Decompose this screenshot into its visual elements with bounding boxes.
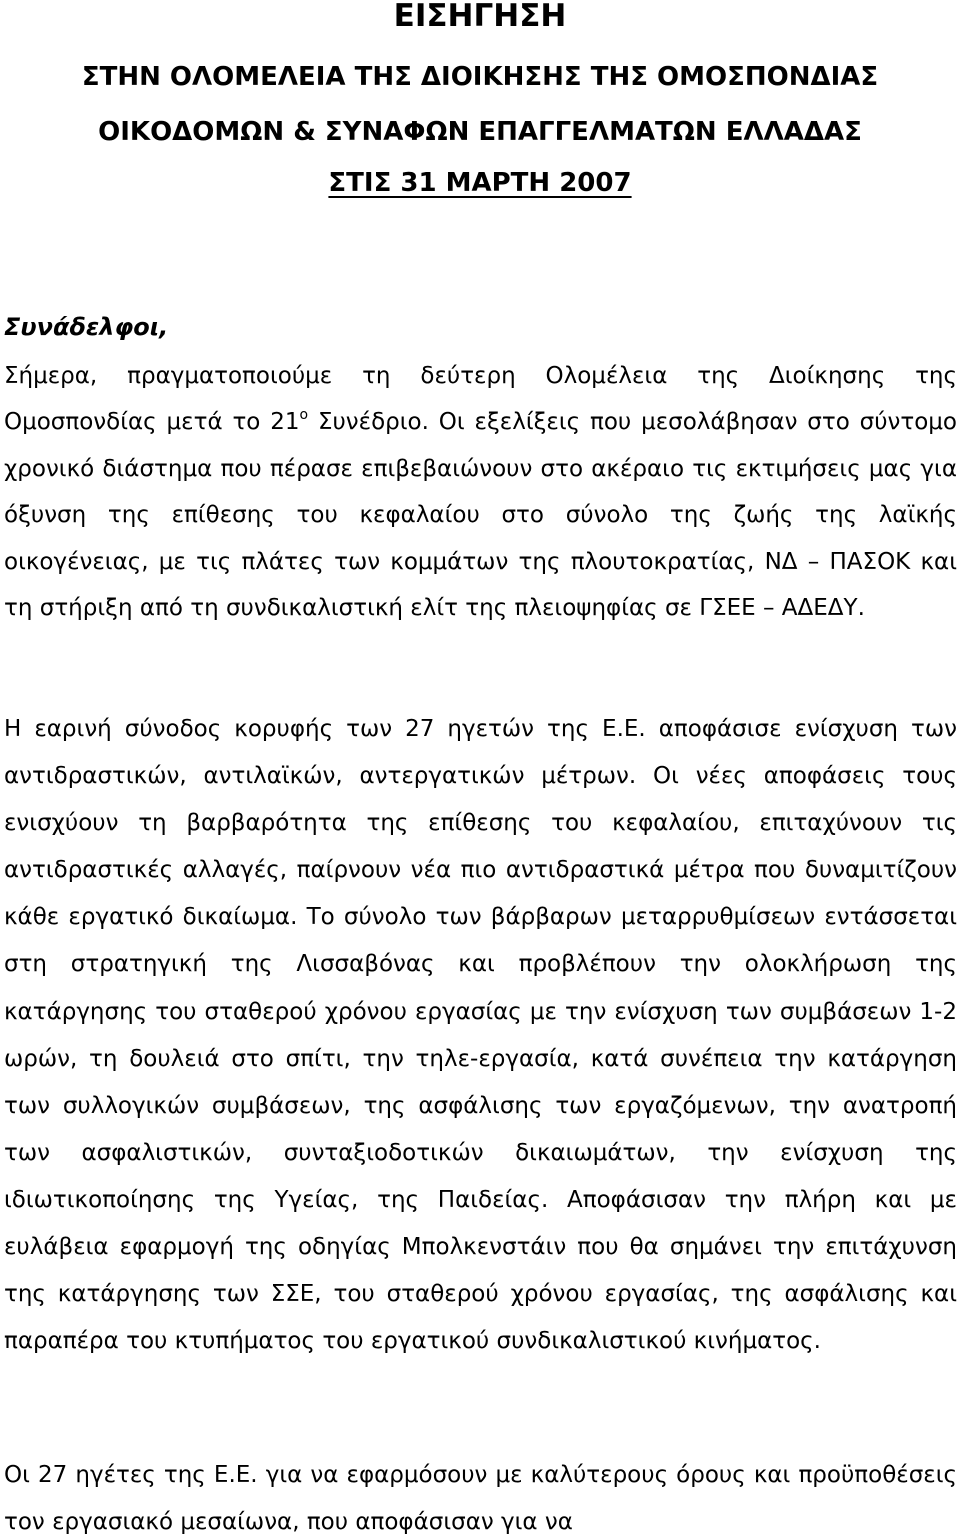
subtitle-line-1: ΣΤΗΝ ΟΛΟΜΕΛΕΙΑ ΤΗΣ ΔΙΟΙΚΗΣΗΣ ΤΗΣ ΟΜΟΣΠΟΝΔΙΑΣ (81, 62, 879, 92)
paragraph-2: Η εαρινή σύνοδος κορυφής των 27 ηγετών της Ε.Ε. αποφάσισε ενίσχυση των αντιδραστικών, αντιλαϊκών, αντεργατικών μέτρων. Οι νέες αποφάσεις τους ενισχύουν τη βαρβαρότητα της επίθεσης του κεφαλαίου, επιταχύνουν τις αντιδραστικές αλλαγές, παίρνουν νέα πιο αντιδραστικά μέτρα που δυναμιτίζουν κάθε εργατικό δικαίωμα. Το σύνολο των βάρβαρων μεταρρυθμίσεων εντάσσεται στη στρατηγική της Λισσαβόνας και προβλέπουν την ολοκλήρωση της κατάργησης του σταθερού χρόνου εργασίας με την ενίσχυση των συμβάσεων 1-2 ωρών, τη δουλειά στο σπίτι, την τηλε-εργασία, κατά συνέπεια την κατάργηση των συλλογικών συμβάσεων, της ασφάλισης των εργαζόμενων, την ανατροπή των ασφαλιστικών, συνταξιοδοτικών δικαιωμάτων, την ενίσχυση της ιδιωτικοποίησης της Υγείας, της Παιδείας. Αποφάσισαν την πλήρη και με ευλάβεια εφαρμογή της οδηγίας Μπολκενστάιν που θα σημάνει την επιτάχυνση της κατάργησης των ΣΣΕ, του σταθερού χρόνου εργασίας, της ασφάλισης και παραπέρα του κτυπήματος του εργατικού συνδικαλιστικού κινήματος. (4, 716, 957, 1355)
subtitle-line-2: ΟΙΚΟΔΟΜΩΝ & ΣΥΝΑΦΩΝ ΕΠΑΓΓΕΛΜΑΤΩΝ ΕΛΛΑΔΑΣ (98, 117, 862, 147)
paragraph-1 (4, 353, 957, 631)
paragraph-3: Οι 27 ηγέτες της Ε.Ε. για να εφαρμόσουν με καλύτερους όρους και προϋποθέσεις τον εργασιακό μεσαίωνα, που αποφάσισαν για να (4, 1462, 957, 1535)
paragraph-1-part-a: Σήμερα, πραγματοποιούμε τη δεύτερη Ολομέλεια της Διοίκησης της Ομοσπονδίας μετά το 21 (4, 363, 957, 436)
paragraph-1-part-b: Συνέδριο. Οι εξελίξεις που μεσολάβησαν στο σύντομο χρονικό διάστημα που πέρασε επιβεβαιώνουν στο ακέραιο τις εκτιμήσεις μας για όξυνση της επίθεσης του κεφαλαίου στο σύνολο της ζωής της λαϊκής οικογένειας, με τις πλάτες των κομμάτων της πλουτοκρατίας, ΝΔ – ΠΑΣΟΚ και τη στήριξη από τη συνδικαλιστική ελίτ της πλειοψηφίας σε ΓΣΕΕ – ΑΔΕΔΥ. (4, 409, 957, 622)
document-title: ΕΙΣΗΓΗΣΗ (393, 0, 567, 34)
salutation: Συνάδελφοι, (4, 313, 169, 341)
document-date-text: ΣΤΙΣ 31 ΜΑΡΤΗ 2007 (328, 168, 632, 198)
ordinal-superscript: ο (299, 406, 309, 423)
document-date (0, 163, 960, 203)
